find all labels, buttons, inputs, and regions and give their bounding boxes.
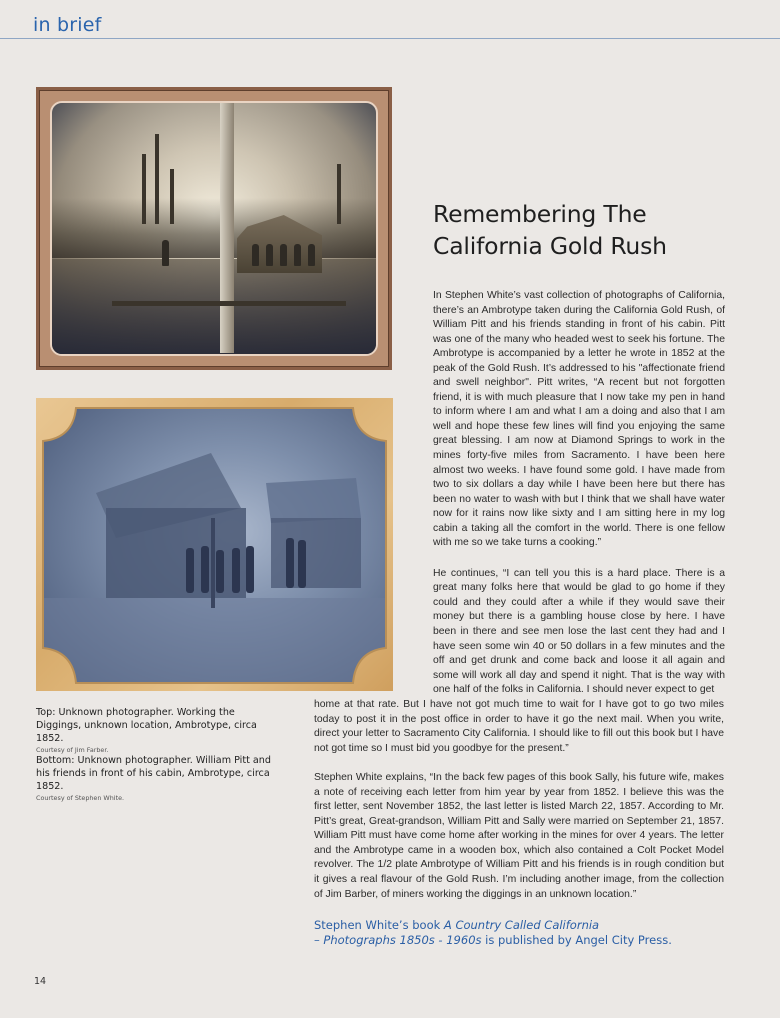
header-rule [0,38,780,39]
book-title-line-2: – Photographs 1850s - 1960s [314,933,482,947]
title-line-2: California Gold Rush [433,232,667,260]
caption-credit: Courtesy of Jim Farber. [36,746,109,754]
book-note-suffix: is published by Angel City Press. [481,933,672,947]
body-paragraph: He continues, “I can tell you this is a hard place. There is a great many folks here that would be glad to go home if they could and they could after a while if they would save their money but there is a gambling house close by here. I have been in there and see men lose the last cent they had and I have seen some win 40 or 50 dollars in a few minutes and the off and get drunk and come back and loose it all again and some will work all day and spend it night. That is the way with one half of the folks in California. I should never expect to get [433,567,725,696]
caption-bottom-photo [36,754,281,803]
body-paragraph: home at that rate. But I have not got much time to wait for I have got to go two miles today to post it in the post office in order to have it go the next mail. When you write, direct your letter to Sacramento City California. I should like to fill out this book but I have not got time so I must bid you goodbye for the present.” [314,699,724,754]
ambrotype-plate [50,101,378,356]
article-wide-column [314,698,724,902]
title-line-1: Remembering The [433,200,647,228]
body-paragraph: In Stephen White’s vast collection of photographs of California, there’s an Ambrotype taken during the California Gold Rush, of William Pitt and his friends standing in front of his cabin. Pitt was one of the many who headed west to seek his fortune. The Ambrotype is accompanied by a letter he wrote in 1852 at the peak of the Gold Rush. It’s addressed to his "affectionate friend and swell neighbor". Pitt writes, “A recent but not forgotten friend, it is with much pleasure that I now take my pen in hand to inform where I am and what I am a doing and also that I am well and hope these few lines will find you enjoying the same great blessing. I am now at Diamond Springs to work in the mines forty-five miles from Sacramento. I have been here almost two weeks. I have found some gold. I have made from two to six dollars a day while I have been here but there has been no water to wash with but I think that we shall have water now for it rains now like sixty and I am sitting here in my log cabin a taking all the comfort in the world. There is one fellow with me so we take turns a cooking.” [433,290,725,549]
book-title-line-1: A Country Called California [443,918,600,932]
page-number: 14 [34,976,47,987]
article-right-column [433,289,725,698]
scalloped-mat-window [36,398,393,691]
caption-top-photo [36,706,281,755]
book-note [314,918,734,948]
caption-text: Bottom: Unknown photographer. William Pitt and his friends in front of his cabin, Ambrotype, circa 1852. [36,755,271,792]
article-title [433,198,753,262]
photo-working-the-diggings [36,87,392,370]
photo-william-pitt-cabin [36,398,393,691]
section-label: in brief [33,14,102,36]
caption-credit: Courtesy of Stephen White. [36,794,125,802]
body-paragraph: Stephen White explains, “In the back few pages of this book Sally, his future wife, makes a note of receiving each letter from him year by year from 1852. I believe this was the first letter, sent November 1852, the last letter is listed March 22, 1857. According to Mr. Pitt’s great, Great-grandson, William Pitt and Sally were married on September 21, 1857. William Pitt must have come home after working in the mines for over 4 years. The letter and the Ambrotype came in a wooden box, which also contained a Colt Pocket Model revolver. The 1/2 plate Ambrotype of William Pitt and his friends is in rough condition but it gives a real flavour of the Gold Rush. I’m including another image, from the collection of Jim Barber, of miners working the diggings in an unknown location.” [314,772,724,900]
caption-text: Top: Unknown photographer. Working the Diggings, unknown location, Ambrotype, circa 1852. [36,707,257,744]
book-note-prefix: Stephen White’s book [314,918,444,932]
